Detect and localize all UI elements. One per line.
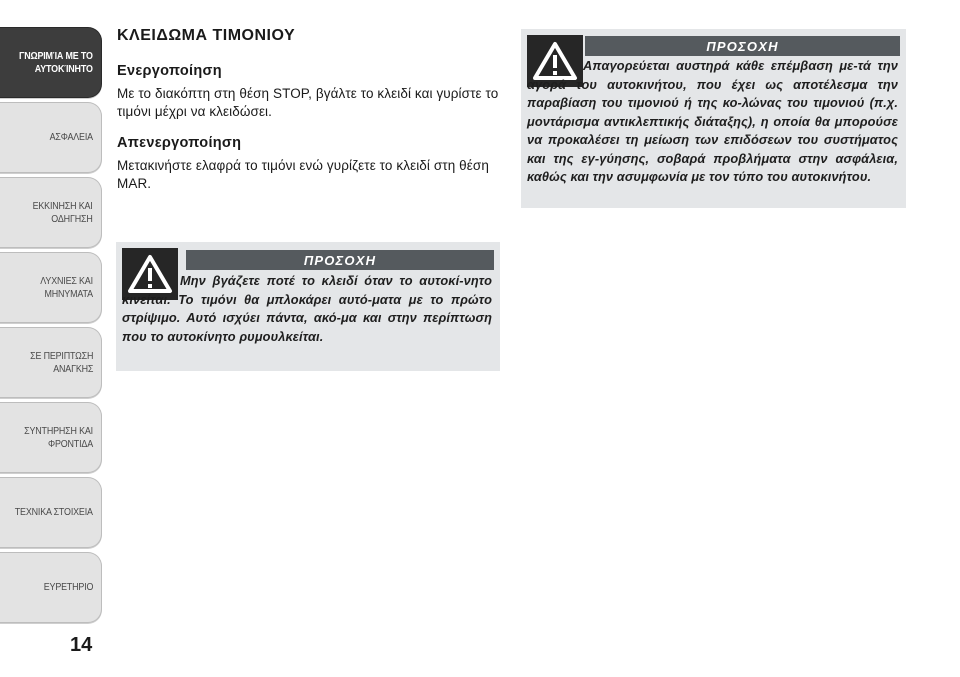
page-title: ΚΛΕΙΔΩΜΑ ΤΙΜΟΝΙΟΥ — [117, 27, 296, 44]
tab-label: ΕΥΡΕΤΗΡΙΟ — [43, 581, 93, 593]
deactivation-heading: Απενεργοποίηση — [117, 135, 242, 151]
tab-label: ΑΣΦΑΛΕΙΑ — [49, 131, 93, 143]
warning-text: Μην βγάζετε ποτέ το κλειδί όταν το αυτοκί-νητο κινείται. Το τιμόνι θα μπλοκάρει αυτό-ματα με το πρώτο στρίψιμο. Αυτό ισχύει πάντα, ακό-μα και στην περίπτωση που το αυτοκίνητο ρυμουλκείται. — [122, 273, 492, 344]
warning-box-key-removal — [116, 242, 500, 371]
tab-label: ΛΥΧΝΙΕΣ ΚΑΙ ΜΗΝΥΜΑΤΑ — [40, 274, 93, 300]
tab-label: ΤΕΧΝΙΚΑ ΣΤΟΙΧΕΙΑ — [14, 506, 93, 518]
steering-lock-section — [117, 27, 500, 193]
tab-label: ΣΕ ΠΕΡΙΠΤΩΣΗ ΑΝΑΓΚΗΣ — [29, 349, 93, 375]
tab-label: ΕΚΚΙΝΗΣΗ ΚΑΙ ΟΔΗΓΗΣΗ — [32, 199, 93, 225]
tab-maintenance[interactable] — [0, 402, 102, 473]
activation-text: Με το διακόπτη στη θέση STOP, βγάλτε το κλειδί και γυρίστε το τιμόνι μέχρι να κλειδώσει. — [117, 86, 499, 119]
tab-label: ΣΥΝΤΗΡΗΣΗ ΚΑΙ ΦΡΟΝΤΙΔΑ — [24, 424, 93, 450]
tab-starting-driving[interactable] — [0, 177, 102, 248]
activation-heading: Ενεργοποίηση — [117, 63, 222, 79]
page-number: 14 — [70, 634, 93, 656]
warning-header: ΠΡΟΣΟΧΗ — [186, 250, 494, 270]
section-tabs — [0, 27, 102, 627]
tab-safety[interactable] — [0, 102, 102, 173]
deactivation-text: Μετακινήστε ελαφρά το τιμόνι ενώ γυρίζετε το κλειδί στη θέση MAR. — [117, 158, 489, 191]
tab-technical-data[interactable] — [0, 477, 102, 548]
tab-getting-to-know-car[interactable] — [0, 27, 102, 98]
tab-emergency[interactable] — [0, 327, 102, 398]
tab-index[interactable] — [0, 552, 102, 623]
warning-header: ΠΡΟΣΟΧΗ — [585, 36, 900, 56]
warning-text: Απαγορεύεται αυστηρά κάθε επέμβαση με-τά την αγορά του αυτοκινήτου, που έχει ως αποτέλεσμα την παραβίαση του τιμονιού ή της κο-λώνας του τιμονιού (π.χ. μοντάρισμα αντικλεπτικής διάταξης), η οποία θα μπορούσε να προκαλέσει τη μείωση των επιδόσεων του συστήματος και της εγ-γύησης, σοβαρά προβλήματα στην ασφάλεια, καθώς και την ασυμφωνία με τον τύπο του αυτοκινήτου. — [527, 58, 898, 184]
warning-box-tampering — [521, 29, 906, 208]
tab-warning-lights[interactable] — [0, 252, 102, 323]
tab-label: ΓΝΩΡΙΜΊΑ ΜΕ ΤΟ ΑΥΤΟΚΊΝΗΤΟ — [19, 49, 93, 75]
